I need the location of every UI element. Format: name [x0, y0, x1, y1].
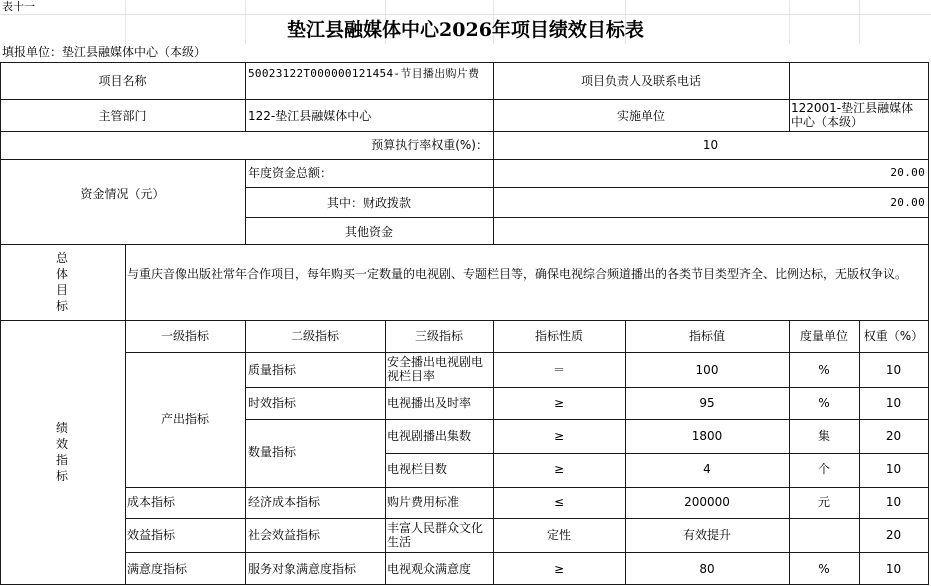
row-unit: 集	[817, 429, 830, 443]
funds-label: 资金情况（元）	[80, 187, 165, 201]
level1-cost: 成本指标	[127, 495, 176, 509]
row-unit: %	[818, 396, 830, 410]
row-value: 1800	[691, 429, 723, 443]
level2-social-benefit: 社会效益指标	[248, 528, 321, 542]
row-level3: 电视播出及时率	[387, 396, 472, 410]
page-title: 垫江县融媒体中心2026年项目绩效目标表	[287, 19, 644, 41]
header-weight: 权重（%）	[863, 329, 924, 343]
row-weight: 10	[885, 495, 902, 509]
table-border	[245, 217, 928, 218]
row-weight: 10	[885, 562, 902, 576]
funds-other-label: 其他资金	[344, 225, 393, 239]
department-value: 122-垫江县融媒体中心	[248, 109, 372, 123]
header-unit: 度量单位	[799, 329, 848, 343]
row-level3: 安全播出电视剧电视栏目率	[387, 355, 484, 383]
row-value: 200000	[684, 495, 730, 509]
row-weight: 10	[885, 462, 902, 476]
funds-fiscal-label: 其中：财政拨款	[326, 196, 411, 210]
row-level3: 购片费用标准	[387, 495, 460, 509]
row-level3: 电视栏目数	[387, 462, 448, 476]
table-border	[245, 387, 928, 388]
table-border	[493, 320, 494, 585]
row-value: 100	[695, 363, 719, 377]
row-nature: ≥	[553, 396, 565, 410]
row-level3: 丰富人民群众文化生活	[387, 521, 484, 549]
table-border	[789, 62, 790, 132]
row-level3: 电视剧播出集数	[387, 429, 472, 443]
table-border	[0, 159, 928, 160]
level2-quantity: 数量指标	[248, 445, 297, 459]
header-level2: 二级指标	[290, 329, 339, 343]
header-level3: 三级指标	[414, 329, 463, 343]
table-border	[385, 453, 928, 454]
overall-goal-text: 与重庆音像出版社常年合作项目，每年购买一定数量的电视剧、专题栏目等，确保电视综合频道播出的各类节目类型齐全、比例达标，无版权争议。	[127, 267, 908, 281]
level2-quality: 质量指标	[248, 363, 297, 377]
row-value: 有效提升	[682, 528, 731, 542]
row-weight: 20	[885, 429, 902, 443]
project-owner-label: 项目负责人及联系电话	[580, 74, 701, 88]
funds-total-label: 年度资金总额：	[248, 166, 333, 180]
table-border	[245, 187, 928, 188]
table-border	[0, 244, 928, 245]
row-unit: 个	[817, 462, 830, 476]
row-weight: 10	[885, 363, 902, 377]
row-value: 95	[699, 396, 715, 410]
project-name-label: 项目名称	[98, 74, 147, 88]
gridline	[0, 14, 931, 15]
row-nature: ≥	[553, 462, 565, 476]
implementing-unit-label: 实施单位	[616, 109, 665, 123]
row-nature: ≤	[553, 495, 565, 509]
table-border	[789, 320, 790, 585]
row-unit: %	[818, 363, 830, 377]
level2-timeliness: 时效指标	[248, 396, 297, 410]
table-border	[245, 419, 928, 420]
row-value: 80	[699, 562, 715, 576]
level2-economic-cost: 经济成本指标	[248, 495, 321, 509]
table-border	[245, 62, 246, 132]
table-border	[245, 320, 246, 585]
header-level1: 一级指标	[160, 329, 209, 343]
overall-goal-label: 总体目标	[55, 251, 68, 313]
sheet-label: 表十一	[2, 0, 35, 13]
reporting-unit: 填报单位：垫江县融媒体中心（本级）	[2, 45, 207, 59]
table-border	[859, 320, 860, 585]
project-name-value: 50023122T000000121454-节目播出购片费	[248, 67, 480, 80]
table-border	[625, 320, 626, 585]
department-label: 主管部门	[98, 109, 147, 123]
table-border	[385, 320, 386, 585]
row-nature: ≥	[553, 562, 565, 576]
row-level3: 电视观众满意度	[387, 562, 472, 576]
row-weight: 10	[885, 396, 902, 410]
level2-service-satisfaction: 服务对象满意度指标	[248, 562, 357, 576]
budget-weight-value: 10	[702, 138, 719, 152]
funds-total-value: 20.00	[890, 166, 925, 179]
level1-benefit: 效益指标	[127, 528, 176, 542]
level1-satisfaction: 满意度指标	[127, 562, 188, 576]
row-nature: ＝	[552, 363, 565, 377]
header-value: 指标值	[688, 329, 725, 343]
level1-output: 产出指标	[160, 412, 209, 426]
indicators-section-label: 绩效指标	[55, 421, 68, 483]
row-weight: 20	[885, 528, 902, 542]
budget-weight-label: 预算执行率权重(%)：	[371, 138, 488, 152]
row-unit: 元	[817, 495, 830, 509]
row-nature: ≥	[553, 429, 565, 443]
row-value: 4	[703, 462, 711, 476]
header-nature: 指标性质	[534, 329, 583, 343]
table-border	[928, 62, 929, 585]
implementing-unit-value: 122001-垫江县融媒体中心（本级）	[791, 101, 914, 129]
row-nature: 定性	[546, 528, 571, 542]
row-unit: %	[818, 562, 830, 576]
funds-fiscal-value: 20.00	[890, 196, 925, 209]
